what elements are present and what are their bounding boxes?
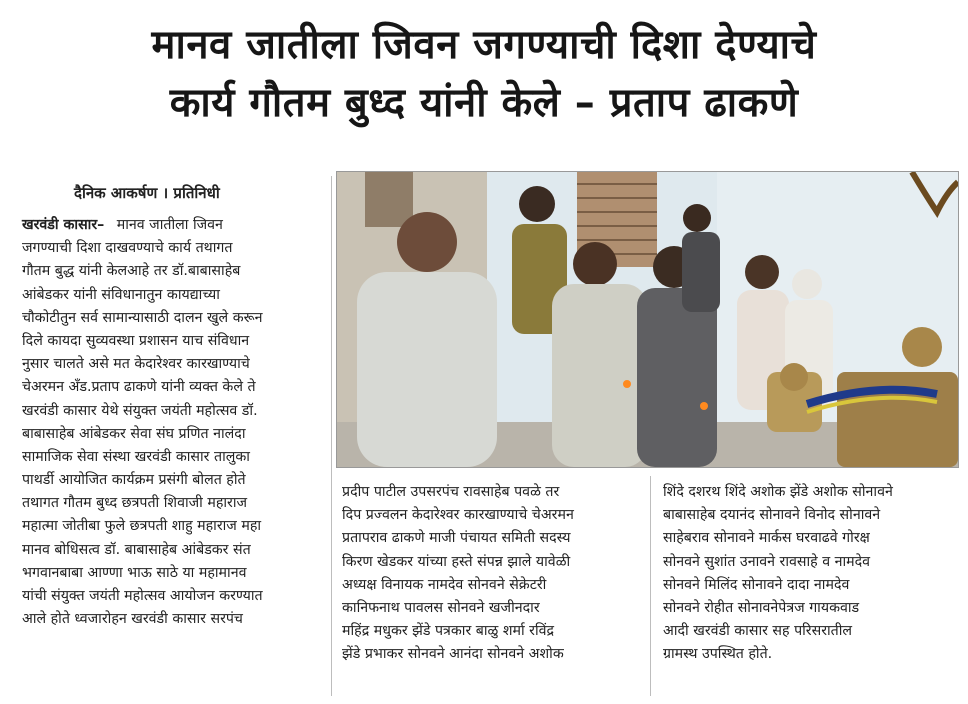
text-line: दिप प्रज्वलन केदारेश्वर कारखाण्याचे चेअरमन [342, 507, 574, 524]
column-divider-2 [650, 476, 651, 696]
text-line: जगण्याची दिशा दाखवण्याचे कार्य तथागत [22, 240, 233, 257]
article-column-1 [22, 214, 328, 631]
dateline: खरवंडी कासार– [22, 217, 105, 233]
text-line: यांची संयुक्त जयंती महोत्सव आयोजन करण्यात [22, 588, 263, 604]
article-column-3 [663, 481, 963, 667]
text-line: आंबेडकर यांनी संविधानातुन कायद्याच्या [22, 286, 220, 303]
text-line: महिंद्र मधुकर झेंडे पत्रकार बाळु शर्मा रविंद्र [342, 623, 555, 640]
text-line: ग्रामस्थ उपस्थित होते. [663, 646, 773, 663]
event-photo [336, 171, 959, 468]
text-line: सोनवने रोहीत सोनावनेपेत्रज गायकवाड [663, 599, 860, 616]
text-line: आदी खरवंडी कासार सह परिसरातील [663, 623, 853, 640]
first-line-text: मानव जातीला जिवन [116, 217, 223, 233]
text-line: चौकोटीतुन सर्व सामान्यासाठी दालन खुले करून [22, 309, 263, 326]
text-line: सोनवने मिलिंद सोनावने दादा नामदेव [663, 576, 850, 593]
photo-lamp-lighting-icon [337, 172, 958, 467]
text-line: खरवंडी कासार येथे संयुक्त जयंती महोत्सव डॉ. [22, 402, 258, 419]
text-line: कानिफनाथ पावलस सोनवने खजीनदार [342, 599, 540, 616]
byline: दैनिक आकर्षण । प्रतिनिधी [74, 184, 220, 202]
text-line: साहेबराव सोनावने मार्कस घरवाढवे गोरक्ष [663, 530, 870, 547]
headline-line-1: मानव जातीला जिवन जगण्याची दिशा देण्याचे [151, 22, 817, 68]
text-line: मानव बोधिसत्व डॉ. बाबासाहेब आंबेडकर संत [22, 541, 251, 558]
first-line [22, 214, 328, 237]
text-line: चेअरमन अँड.प्रताप ढाकणे यांनी व्यक्त केले ते [22, 379, 256, 396]
text-line: दिले कायदा सुव्यवस्था प्रशासन याच संविधान [22, 332, 250, 349]
text-line: गौतम बुद्ध यांनी केलआहे तर डॉ.बाबासाहेब [22, 263, 241, 280]
text-line: महात्मा जोतीबा फुले छत्रपती शाहु महाराज महा [22, 518, 262, 535]
text-line: प्रतापराव ढाकणे माजी पंचायत समिती सदस्य [342, 530, 571, 547]
text-line: तथागत गौतम बुध्द छत्रपती शिवाजी महाराज [22, 495, 248, 512]
text-line: बाबासाहेब दयानंद सोनावने विनोद सोनावने [663, 507, 881, 524]
text-line: अध्यक्ष विनायक नामदेव सोनवने सेक्रेटरी [342, 576, 547, 593]
text-line: शिंदे दशरथ शिंदे अशोक झेंडे अशोक सोनावने [663, 484, 893, 500]
text-line: झेंडे प्रभाकर सोनवने आनंदा सोनवने अशोक [342, 646, 564, 663]
text-line: पाथर्डी आयोजित कार्यक्रम प्रसंगी बोलत होते [22, 472, 246, 489]
text-line: भगवानबाबा आण्णा भाऊ साठे या महामानव [22, 564, 247, 581]
text-line: सामाजिक सेवा संस्था खरवंडी कासार तालुका [22, 448, 250, 465]
text-line: प्रदीप पाटील उपसरपंच रावसाहेब पवळे तर [342, 484, 560, 500]
text-line: आले होते ध्वजारोहन खरवंडी कासार सरपंच [22, 611, 243, 628]
text-line: सोनवने सुशांत उनावने रावसाहे व नामदेव [663, 553, 871, 570]
column-divider-1 [331, 176, 332, 696]
text-line: बाबासाहेब आंबेडकर सेवा संघ प्रणित नालंदा [22, 425, 246, 442]
text-line: नुसार चालते असे मत केदारेश्वर कारखाण्याचे [22, 356, 250, 373]
headline-line-2: कार्य गौतम बुध्द यांनी केले – प्रताप ढाकणे [169, 80, 799, 126]
headline [0, 16, 968, 132]
article-column-2 [342, 481, 642, 667]
text-line: किरण खेडकर यांच्या हस्ते संपन्न झाले यावेळी [342, 553, 571, 570]
